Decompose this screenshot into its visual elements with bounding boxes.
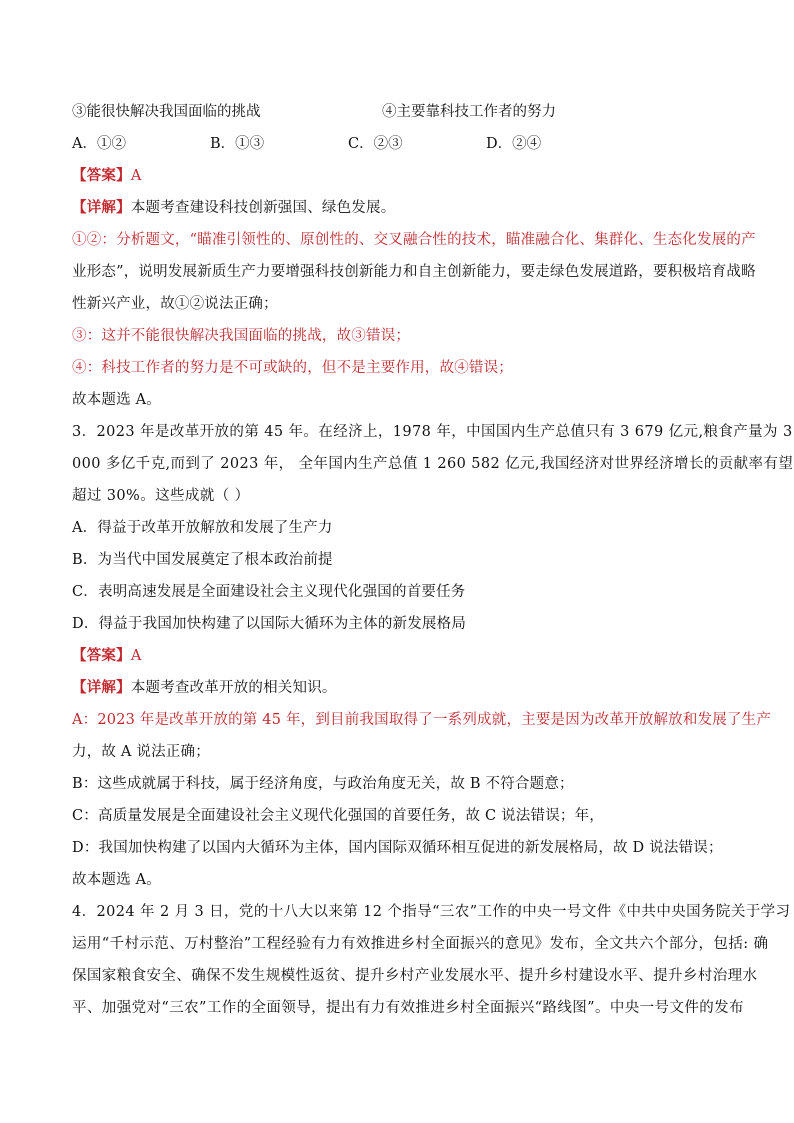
q3-option-a: A．得益于改革开放解放和发展了生产力 [72, 520, 333, 536]
q3-stem-line: 3．2023 年是改革开放的第 45 年。在经济上，1978 年，中国国内生产总值只有 3 679 亿元,粮食产量为 3 [72, 424, 793, 440]
q2-explanation-line: 性新兴产业，故①②说法正确； [72, 296, 278, 312]
detail-text: 本题考查建设科技创新强国、绿色发展。 [130, 200, 396, 216]
q3-option-d: D．得益于我国加快构建了以国际大循环为主体的新发展格局 [72, 616, 467, 632]
q2-option-4: ④主要靠科技工作者的努力 [382, 104, 556, 120]
q2-choice-d: D．②④ [486, 136, 542, 152]
answer-label: 【答案】 [72, 167, 131, 184]
q2-option-3: ③能很快解决我国面临的挑战 [72, 104, 261, 120]
q3-conclusion: 故本题选 A。 [72, 872, 161, 888]
detail-label: 【详解】 [72, 679, 131, 696]
q4-stem-line: 4．2024 年 2 月 3 日，党的十八大以来第 12 个指导“三农”工作的中央一号文件《中共中央国务院关于学习 [72, 904, 791, 920]
q3-explanation-line: 力，故 A 说法正确； [72, 744, 210, 760]
answer-value: A [130, 168, 142, 184]
q2-explanation-line: 业形态”，说明发展新质生产力要增强科技创新能力和自主创新能力，要走绿色发展道路，要积极培育战略 [72, 264, 756, 280]
q3-answer [72, 646, 141, 666]
q2-answer [72, 166, 141, 186]
q4-stem-line: 保国家粮食安全、确保不发生规模性返贫、提升乡村产业发展水平、提升乡村建设水平、提升乡村治理水 [72, 968, 758, 984]
q2-detail [72, 198, 395, 218]
q3-explanation-line: B：这些成就属于科技，属于经济角度，与政治角度无关，故 B 不符合题意； [72, 776, 574, 792]
answer-value: A [130, 648, 142, 664]
q3-option-c: C．表明高速发展是全面建设社会主义现代化强国的首要任务 [72, 584, 466, 600]
q2-choice-c: C．②③ [348, 136, 403, 152]
q3-explanation-line: D：我国加快构建了以国内大循环为主体，国内国际双循环相互促进的新发展格局，故 D 说法错误； [72, 840, 723, 856]
q2-explanation-line: ④：科技工作者的努力是不可或缺的，但不是主要作用，故④错误； [72, 360, 513, 376]
q3-stem-line: 000 多亿千克,而到了 2023 年， 全年国内生产总值 1 260 582 亿元,我国经济对世界经济增长的贡献率有望 [72, 456, 794, 472]
q3-detail [72, 678, 337, 698]
q2-explanation-line: ③：这并不能很快解决我国面临的挑战，故③错误； [72, 328, 411, 344]
q3-explanation-line: A：2023 年是改革开放的第 45 年，到目前我国取得了一系列成就，主要是因为改革开放解放和发展了生产 [72, 712, 772, 728]
answer-label: 【答案】 [72, 647, 131, 664]
q2-explanation-line: ①②：分析题文，“瞄准引领性的、原创性的、交叉融合性的技术，瞄准融合化、集群化、生态化发展的产 [72, 232, 756, 248]
q2-conclusion: 故本题选 A。 [72, 392, 161, 408]
q3-stem-line: 超过 30%。这些成就（ ） [72, 488, 250, 504]
q3-explanation-line: C：高质量发展是全面建设社会主义现代化强国的首要任务，故 C 说法错误；年， [72, 808, 605, 824]
detail-text: 本题考查改革开放的相关知识。 [130, 680, 337, 696]
q3-option-b: B．为当代中国发展奠定了根本政治前提 [72, 552, 333, 568]
q4-stem-line: 平、加强党对“三农”工作的全面领导，提出有力有效推进乡村全面振兴“路线图”。中央一号文件的发布 [72, 1000, 744, 1016]
detail-label: 【详解】 [72, 199, 131, 216]
q2-choice-a: A．①② [72, 136, 126, 152]
q4-stem-line: 运用“千村示范、万村整治”工程经验有力有效推进乡村全面振兴的意见》发布，全文共六个部分，包括: 确 [72, 936, 769, 952]
q2-choice-b: B．①③ [210, 136, 265, 152]
